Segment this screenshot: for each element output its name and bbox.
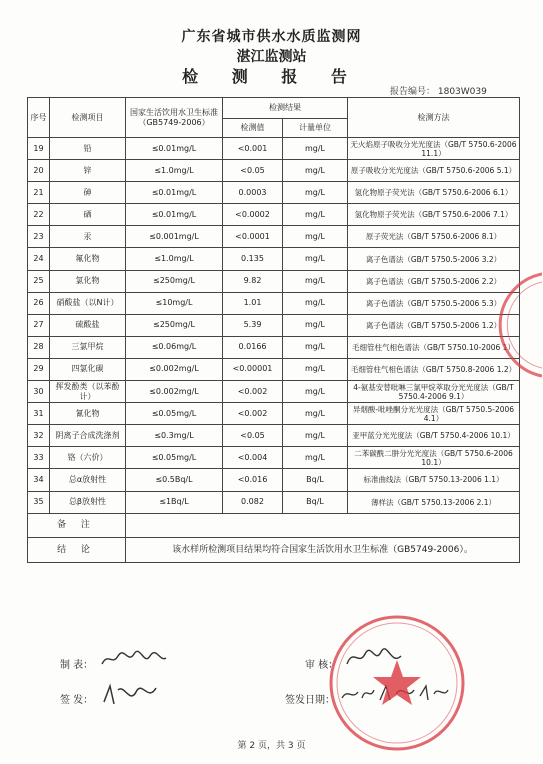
cell-value: <0.004 (223, 447, 283, 469)
cell-standard: ≤0.05mg/L (126, 403, 223, 425)
table-row (28, 314, 520, 336)
cell-seq: 21 (28, 182, 50, 204)
report-number: 报告编号： 1803W039 (390, 87, 487, 97)
cell-standard: ≤0.002mg/L (126, 358, 223, 380)
cell-value: <0.05 (223, 425, 283, 447)
station-title: 湛江监测站 (236, 49, 307, 65)
table-row (28, 138, 520, 160)
cell-seq: 31 (28, 403, 50, 425)
cell-unit: mg/L (283, 204, 348, 226)
col-value: 检测值 (223, 119, 283, 138)
cell-item: 汞 (50, 226, 126, 248)
table-row (28, 403, 520, 425)
cell-seq: 27 (28, 314, 50, 336)
remarks-label: 备 注 (28, 513, 126, 537)
cell-standard: ≤0.002mg/L (126, 381, 223, 403)
report-title: 检 测 报 告 (182, 67, 361, 86)
cell-item: 挥发酚类（以苯酚计） (50, 381, 126, 403)
cell-unit: mg/L (283, 292, 348, 314)
cell-item: 硫酸盐 (50, 314, 126, 336)
cell-value: <0.05 (223, 160, 283, 182)
table-row (28, 204, 520, 226)
table-row (28, 381, 520, 403)
cell-item: 三氯甲烷 (50, 336, 126, 358)
cell-item: 四氯化碳 (50, 358, 126, 380)
col-unit: 计量单位 (283, 119, 348, 138)
cell-standard: ≤0.001mg/L (126, 226, 223, 248)
cell-standard: ≤0.01mg/L (126, 138, 223, 160)
cell-unit: mg/L (283, 270, 348, 292)
cell-value: 9.82 (223, 270, 283, 292)
cell-method: 标准曲线法（GB/T 5750.13-2006 1.1） (348, 469, 520, 491)
cell-value: <0.001 (223, 138, 283, 160)
reviewed-label: 审 核： (305, 660, 339, 671)
cell-standard: ≤1.0mg/L (126, 160, 223, 182)
cell-value: <0.002 (223, 381, 283, 403)
cell-method: 异烟酸-吡唑酮分光光度法（GB/T 5750.5-2006 4.1） (348, 403, 520, 425)
seam-stamp (472, 270, 542, 380)
org-title: 广东省城市供水水质监测网 (181, 29, 362, 45)
cell-item: 氰化物 (50, 403, 126, 425)
remarks-value (126, 513, 520, 537)
cell-value: <0.016 (223, 469, 283, 491)
cell-method: 离子色谱法（GB/T 5750.5-2006 3.2） (348, 248, 520, 270)
cell-value: 0.082 (223, 491, 283, 513)
col-item: 检测项目 (50, 98, 126, 138)
cell-seq: 23 (28, 226, 50, 248)
cell-value: 5.39 (223, 314, 283, 336)
cell-method: 氢化物原子荧光法（GB/T 5750.6-2006 7.1） (348, 204, 520, 226)
table-row (28, 358, 520, 380)
table-row (28, 270, 520, 292)
cell-seq: 25 (28, 270, 50, 292)
cell-standard: ≤250mg/L (126, 270, 223, 292)
cell-seq: 34 (28, 469, 50, 491)
cell-standard: ≤0.01mg/L (126, 182, 223, 204)
cell-value: 0.135 (223, 248, 283, 270)
cell-unit: mg/L (283, 336, 348, 358)
cell-seq: 20 (28, 160, 50, 182)
cell-value: <0.0002 (223, 204, 283, 226)
table-row (28, 226, 520, 248)
cell-value: <0.00001 (223, 358, 283, 380)
prepared-label: 制 表： (60, 660, 94, 671)
cell-standard: ≤0.06mg/L (126, 336, 223, 358)
table-row (28, 292, 520, 314)
cell-method: 原子荧光法（GB/T 5750.6-2006 8.1） (348, 226, 520, 248)
table-row (28, 182, 520, 204)
cell-method: 二苯碳酰二肼分光光度法（GB/T 5750.6-2006 10.1） (348, 447, 520, 469)
cell-standard: ≤0.05mg/L (126, 447, 223, 469)
cell-item: 阴离子合成洗涤剂 (50, 425, 126, 447)
cell-method: 原子吸收分光光度法（GB/T 5750.6-2006 5.1） (348, 160, 520, 182)
cell-value: 0.0003 (223, 182, 283, 204)
results-table (27, 97, 520, 563)
cell-seq: 24 (28, 248, 50, 270)
cell-unit: mg/L (283, 248, 348, 270)
cell-unit: mg/L (283, 138, 348, 160)
cell-method: 毛细管柱气相色谱法（GB/T 5750.10-2006 1） (348, 336, 520, 358)
table-row (28, 491, 520, 513)
cell-value: 0.0166 (223, 336, 283, 358)
cell-method: 无火焰原子吸收分光光度法（GB/T 5750.6-2006 11.1） (348, 138, 520, 160)
cell-item: 总α放射性 (50, 469, 126, 491)
cell-seq: 26 (28, 292, 50, 314)
cell-method: 亚甲蓝分光光度法（GB/T 5750.4-2006 10.1） (348, 425, 520, 447)
cell-unit: mg/L (283, 425, 348, 447)
cell-standard: ≤250mg/L (126, 314, 223, 336)
cell-item: 硝酸盐（以N计） (50, 292, 126, 314)
cell-item: 氟化物 (50, 248, 126, 270)
cell-item: 铬（六价） (50, 447, 126, 469)
issue-date-label: 签发日期： (285, 695, 335, 706)
cell-item: 氯化物 (50, 270, 126, 292)
cell-unit: mg/L (283, 182, 348, 204)
cell-item: 硒 (50, 204, 126, 226)
cell-unit: Bq/L (283, 491, 348, 513)
conclusion-label: 结 论 (28, 537, 126, 562)
cell-standard: ≤10mg/L (126, 292, 223, 314)
cell-standard: ≤0.5Bq/L (126, 469, 223, 491)
issued-signature (100, 682, 164, 708)
page-number: 第 2 页，共 3 页 (237, 741, 306, 751)
cell-seq: 29 (28, 358, 50, 380)
col-seq: 序号 (28, 98, 50, 138)
cell-item: 铅 (50, 138, 126, 160)
cell-method: 离子色谱法（GB/T 5750.5-2006 5.3） (348, 292, 520, 314)
cell-standard: ≤1.0mg/L (126, 248, 223, 270)
cell-value: <0.002 (223, 403, 283, 425)
issued-label: 签 发： (60, 695, 94, 706)
cell-seq: 35 (28, 491, 50, 513)
cell-method: 离子色谱法（GB/T 5750.5-2006 2.2） (348, 270, 520, 292)
cell-unit: mg/L (283, 403, 348, 425)
cell-standard: ≤0.01mg/L (126, 204, 223, 226)
official-stamp (322, 608, 472, 758)
cell-method: 离子色谱法（GB/T 5750.5-2006 1.2） (348, 314, 520, 336)
cell-seq: 22 (28, 204, 50, 226)
table-row (28, 336, 520, 358)
cell-standard: ≤1Bq/L (126, 491, 223, 513)
cell-unit: mg/L (283, 160, 348, 182)
col-standard: 国家生活饮用水卫生标准（GB5749-2006） (126, 98, 223, 138)
table-row (28, 248, 520, 270)
cell-unit: mg/L (283, 226, 348, 248)
cell-seq: 33 (28, 447, 50, 469)
cell-unit: mg/L (283, 381, 348, 403)
cell-seq: 28 (28, 336, 50, 358)
col-method: 检测方法 (348, 98, 520, 138)
table-row (28, 160, 520, 182)
cell-standard: ≤0.3mg/L (126, 425, 223, 447)
cell-seq: 30 (28, 381, 50, 403)
table-row (28, 425, 520, 447)
cell-unit: mg/L (283, 358, 348, 380)
cell-item: 锌 (50, 160, 126, 182)
prepared-signature (100, 648, 170, 670)
cell-item: 总β放射性 (50, 491, 126, 513)
table-row (28, 469, 520, 491)
cell-seq: 32 (28, 425, 50, 447)
cell-value: <0.0001 (223, 226, 283, 248)
cell-method: 氢化物原子荧光法（GB/T 5750.6-2006 6.1） (348, 182, 520, 204)
cell-method: 薄样法（GB/T 5750.13-2006 2.1） (348, 491, 520, 513)
cell-value: 1.01 (223, 292, 283, 314)
cell-unit: mg/L (283, 314, 348, 336)
cell-seq: 19 (28, 138, 50, 160)
cell-method: 4-氨基安替吡啉三氯甲烷萃取分光光度法（GB/T 5750.4-2006 9.1） (348, 381, 520, 403)
cell-unit: Bq/L (283, 469, 348, 491)
cell-unit: mg/L (283, 447, 348, 469)
cell-item: 砷 (50, 182, 126, 204)
table-row (28, 447, 520, 469)
conclusion-value: 该水样所检测项目结果均符合国家生活饮用水卫生标准（GB5749-2006）。 (126, 537, 520, 562)
cell-method: 毛细管柱气相色谱法（GB/T 5750.8-2006 1.2） (348, 358, 520, 380)
col-result: 检测结果 (223, 98, 348, 119)
